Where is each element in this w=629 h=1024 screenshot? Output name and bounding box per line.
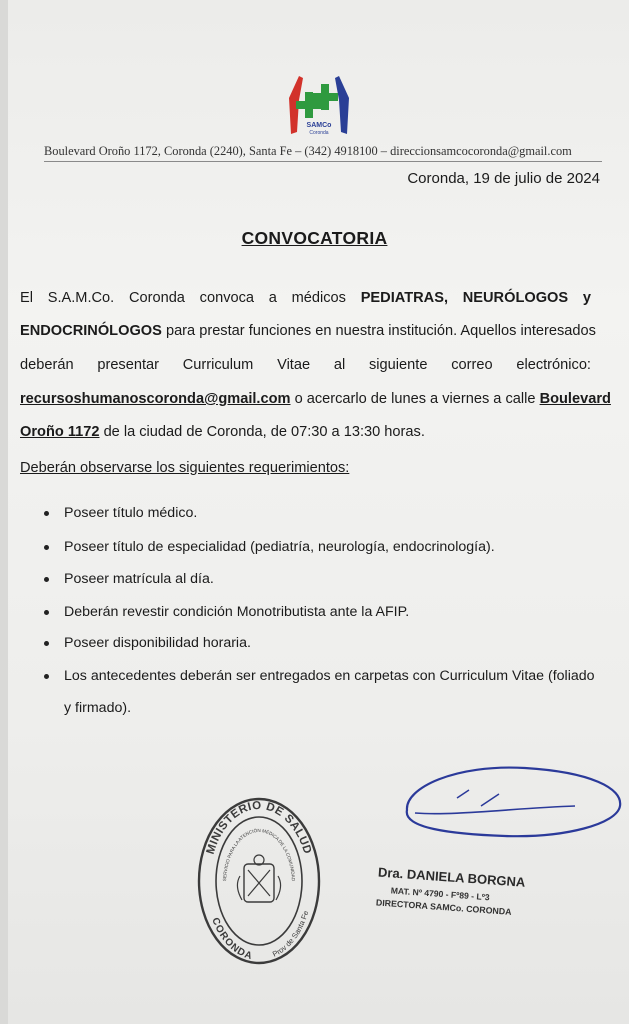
bullet-icon — [44, 577, 49, 582]
requirement-text: Poseer disponibilidad horaria. — [64, 635, 251, 651]
header-divider — [44, 161, 602, 162]
requirement-text: Deberán revestir condición Monotributista ante la AFIP. — [64, 604, 410, 620]
seal-ministry-text: MINISTERIO DE SALUD — [204, 799, 314, 856]
signatory-role: DIRECTORA SAMCo. CORONDA — [375, 897, 512, 917]
handwritten-signature — [395, 758, 625, 858]
document-date: Coronda, 19 de julio de 2024 — [407, 170, 600, 187]
bullet-icon — [44, 545, 49, 550]
body-text: para prestar funciones en nuestra institución. Aquellos interesados — [165, 323, 596, 339]
bullet-icon — [44, 674, 49, 679]
logo-text: SAMCo — [306, 122, 332, 129]
requirement-text: Poseer título médico. — [64, 505, 198, 521]
street-number: Oroño 1172 — [20, 424, 100, 440]
seal-city-text: CORONDA — [209, 916, 255, 963]
body-line-2 — [20, 322, 596, 340]
body-bold-specialties: PEDIATRAS, NEURÓLOGOS y — [360, 290, 591, 306]
signatory-license: MAT. Nº 4790 - Fº89 - Lº3 — [390, 885, 490, 903]
bullet-icon — [44, 641, 49, 646]
contact-email: recursoshumanoscoronda@gmail.com — [20, 391, 291, 407]
seal-service-text: SERVICIO PARA LA ATENCIÓN MÉDICA DE LA COMUNIDAD — [222, 827, 296, 882]
svg-text:MINISTERIO DE SALUD — [205, 800, 314, 856]
requirement-text: Poseer matrícula al día. — [64, 571, 214, 587]
body-bold-endocrinologos: ENDOCRINÓLOGOS — [20, 323, 162, 339]
requirements-heading: Deberán observarse los siguientes requerimientos: — [20, 460, 350, 476]
letterhead-address: Boulevard Oroño 1172, Coronda (2240), Santa Fe – (342) 4918100 – direccionsamcocoronda@gmail.com — [44, 144, 572, 158]
document-title: CONVOCATORIA — [241, 228, 388, 248]
logo-subtext: Coronda — [309, 130, 329, 136]
requirement-text: Poseer título de especialidad (pediatría, neurología, endocrinología). — [64, 539, 495, 555]
street-name: Boulevard — [539, 391, 611, 407]
body-line-4 — [20, 390, 611, 408]
seal-province-text: Prov de Santa Fe — [271, 909, 311, 959]
body-line-3: deberán presentar Curriculum Vitae al siguiente correo electrónico: — [20, 357, 591, 373]
bullet-icon — [44, 511, 49, 516]
samco-logo — [283, 70, 355, 142]
ministry-seal-stamp — [196, 796, 322, 966]
requirement-text: Los antecedentes deberán ser entregados en carpetas con Curriculum Vitae (foliado — [64, 668, 595, 684]
requirement-continuation: y firmado). — [64, 700, 132, 716]
body-text: de la ciudad de Coronda, de 07:30 a 13:30 horas. — [103, 424, 425, 440]
body-line-1 — [20, 289, 591, 307]
bullet-icon — [44, 610, 49, 615]
seal-coat-of-arms-icon — [237, 855, 280, 902]
body-text: El S.A.M.Co. Coronda convoca a médicos — [20, 290, 346, 306]
signatory-name: Dra. DANIELA BORGNA — [377, 864, 526, 890]
body-line-5 — [20, 423, 591, 441]
body-text: o acercarlo de lunes a viernes a calle — [294, 391, 536, 407]
